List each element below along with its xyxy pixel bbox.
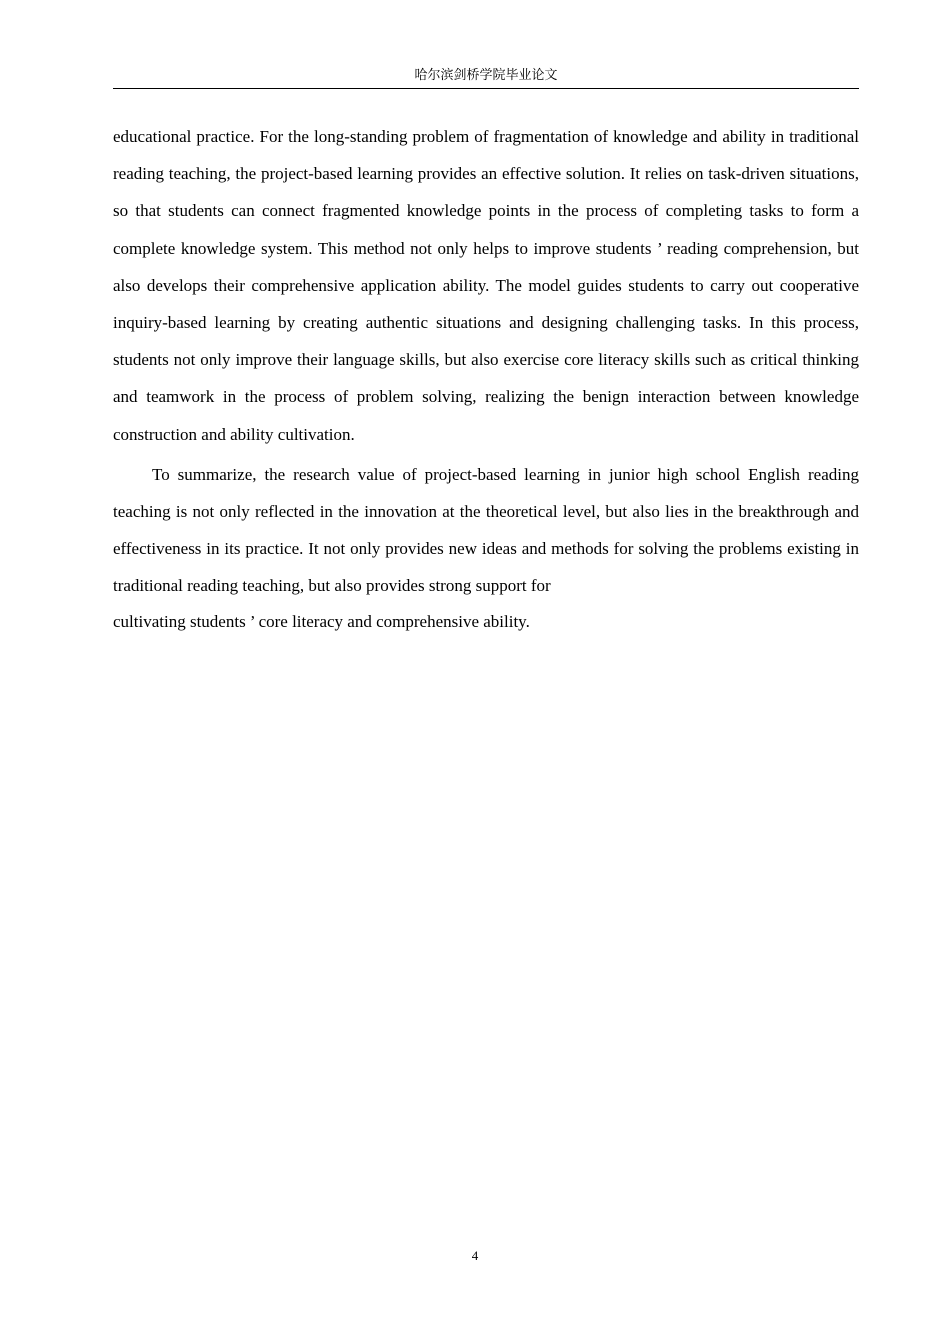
body-paragraph-1: educational practice. For the long-standing problem of fragmentation of knowledge and ability in traditional reading teaching, the project-based learning provides an effective solution. It relies on task-driven situations, so that students can connect fragmented knowledge points in the process of completing tasks to form a complete knowledge system. This method not only helps to improve students ’ reading comprehension, but also develops their comprehensive application ability. The model guides students to carry out cooperative inquiry-based learning by creating authentic situations and designing challenging tasks. In this process, students not only improve their language skills, but also exercise core literacy skills such as critical thinking and teamwork in the process of problem solving, realizing the benign interaction between knowledge construction and ability cultivation. [113,127,859,444]
header-divider [113,88,859,89]
body-paragraph-3: cultivating students ’ core literacy and comprehensive ability. [113,611,530,631]
page-number: 4 [471,1248,479,1263]
document-body [113,118,859,639]
body-paragraph-2: To summarize, the research value of project-based learning in junior high school English reading teaching is not only reflected in the innovation at the theoretical level, but also lies in the breakthrough and effectiveness in its practice. It not only provides new ideas and methods for solving the problems existing in traditional reading teaching, but also provides strong support for [113,464,859,596]
page-header: 哈尔滨剑桥学院毕业论文 [414,67,558,82]
